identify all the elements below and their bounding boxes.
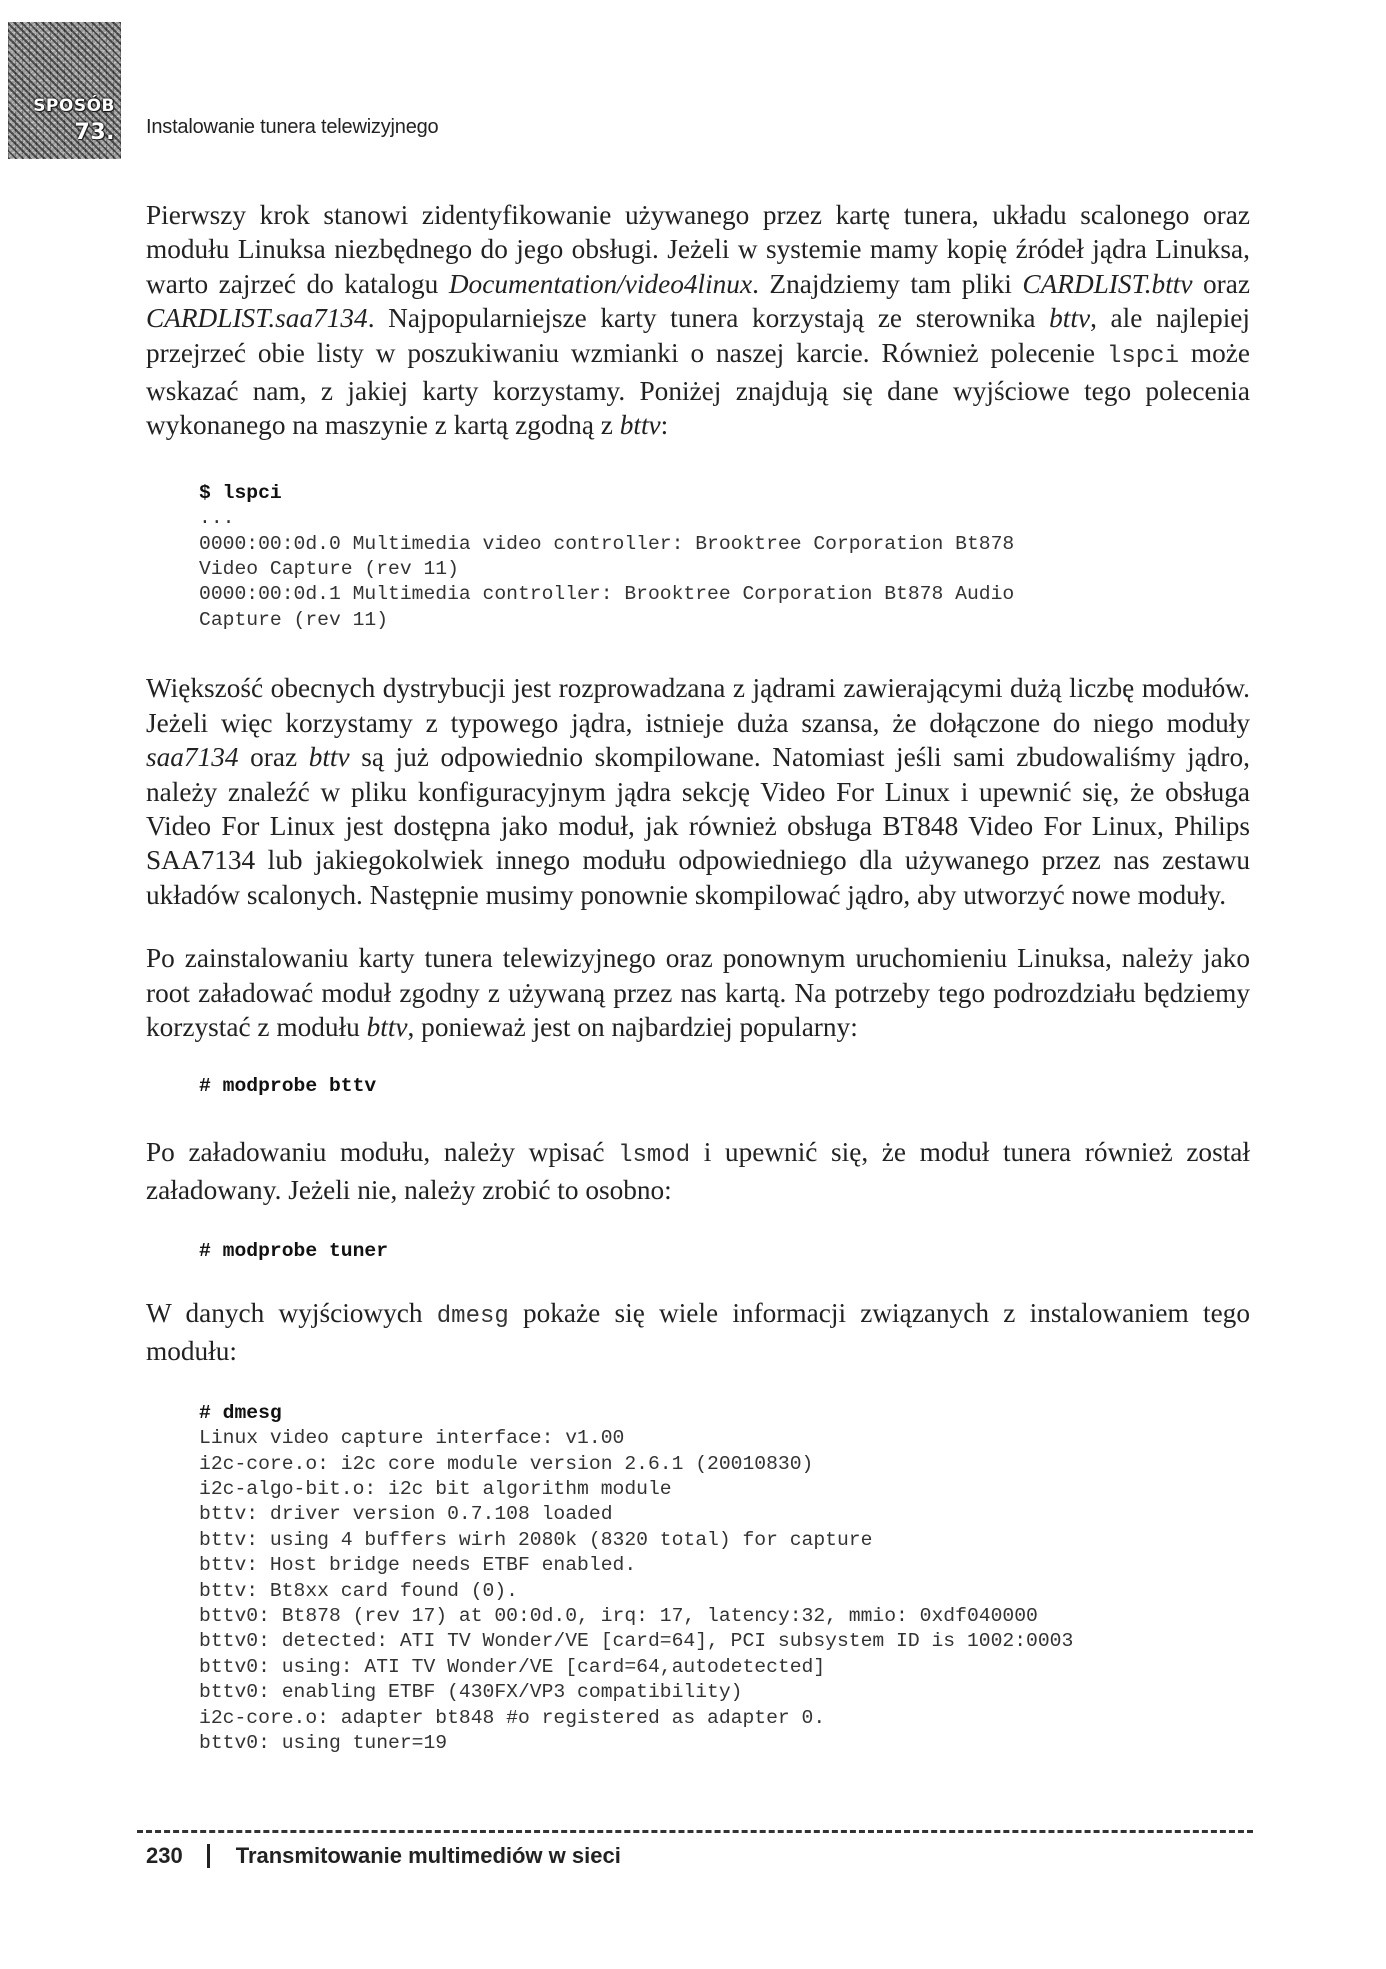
driver-name: bttv [1049,303,1091,334]
running-header-title: Instalowanie tunera telewizyjnego [146,116,439,138]
module-name: saa7134 [146,742,239,773]
inline-command: dmesg [436,1302,509,1330]
paragraph-card-identification: Pierwszy krok stanowi zidentyfikowanie używanego przez kartę tunera, układu scalonego oraz modułu Linuksa niezbędnego do jego obsługi. Jeżeli w systemie mamy kopię źródeł jądra Linuksa, warto zajrzeć do katalogu Documentation/video4linux. Znajdziemy tam pliki CARDLIST.bttv oraz CARDLIST.saa7134. Najpopularniejsze karty tunera korzystają ze sterownika bttv, ale najlepiej przejrzeć obie listy w poszukiwaniu wzmianki o naszej karcie. Również polecenie lspci może wskazać nam, z jakiej karty korzystamy. Poniżej znajdują się dane wyjściowe tego polecenia wykonanego na maszynie z kartą zgodną z bttv: [146,200,1251,441]
inline-command: lspci [1106,342,1179,370]
badge-label: SPOSÓB [33,96,115,116]
filename: CARDLIST.saa7134 [146,303,368,334]
paragraph-dmesg: W danych wyjściowych dmesg pokaże się wiele informacji związanych z instalowaniem tego modułu: [146,1297,1250,1367]
paragraph-kernel-modules: Większość obecnych dystrybucji jest rozprowadzana z jądrami zawierającymi dużą liczbę modułów. Jeżeli więc korzystamy z typowego jądra, istnieje duża szansa, że dołączone do niego moduły saa7134 oraz bttv są już odpowiednio skompilowane. Natomiast jeśli sami zbudowaliśmy jądro, należy znaleźć w pliku konfiguracyjnym jądra sekcję Video For Linux i upewnić się, że obsługa Video For Linux jest dostępna jako moduł, jak również obsługa BT848 Video For Linux, Philips SAA7134 lub jakiegokolwiek innego modułu odpowiedniego dla używanego przez nas zestawu układów scalonych. Następnie musimy ponownie skompilować jądro, aby utworzyć nowe moduły. [146,673,1250,910]
footer-divider [137,1830,1253,1833]
page-body [146,198,1250,1756]
code-output: ... 0000:00:0d.0 Multimedia video controller: Brooktree Corporation Bt878 Video Capture (rev 11) 0000:00:0d.1 Multimedia controller: Brooktree Corporation Bt878 Audio Capture (rev 11) [199,507,1015,631]
book-title: Transmitowanie multimediów w sieci [235,1843,621,1868]
code-command: # dmesg [199,1401,282,1424]
module-name: bttv [308,742,350,773]
filename: CARDLIST.bttv [1022,268,1193,299]
code-command: $ lspci [199,481,282,504]
page-footer [146,1843,621,1869]
footer-separator [207,1844,210,1868]
code-command: # modprobe bttv [199,1075,377,1098]
code-command: # modprobe tuner [199,1239,389,1262]
driver-name: bttv [619,410,661,441]
code-block-modprobe-bttv [146,1074,1250,1099]
page-number: 230 [146,1843,183,1868]
code-block-dmesg [146,1401,1250,1757]
code-block-lspci [146,481,1250,633]
badge-number: 73. [74,120,115,145]
code-block-modprobe-tuner [146,1239,1250,1264]
code-output: Linux video capture interface: v1.00 i2c-core.o: i2c core module version 2.6.1 (20010830) i2c-algo-bit.o: i2c bit algorithm module bttv: driver version 0.7.108 loaded bttv: using 4 buffers wirh 2080k (8320 total) for capture bttv: Host bridge needs ETBF enabled. bttv: Bt8xx card found (0). bttv0: Bt878 (rev 17) at 00:0d.0, irq: 17, latency:32, mmio: 0xdf040000 bttv0: detected: ATI TV Wonder/VE [card=64], PCI subsystem ID is 1002:0003 bttv0: using: ATI TV Wonder/VE [card=64,autodetected] bttv0: enabling ETBF (430FX/VP3 compatibility) i2c-core.o: adapter bt848 #o registered as adapter 0. bttv0: using tuner=19 [199,1427,1074,1755]
module-name: bttv [366,1011,408,1042]
paragraph-lsmod: Po załadowaniu modułu, należy wpisać lsmod i upewnić się, że moduł tunera również został załadowany. Jeżeli nie, należy zrobić to osobno: [146,1136,1250,1206]
sposob-badge [8,22,121,159]
paragraph-load-module: Po zainstalowaniu karty tunera telewizyjnego oraz ponownym uruchomieniu Linuksa, należy jako root załadować moduł zgodny z używaną przez nas kartą. Na potrzeby tego podrozdziału będziemy korzystać z modułu bttv, ponieważ jest on najbardziej popularny: [146,943,1250,1042]
directory-path: Documentation/video4linux [448,268,753,299]
inline-command: lsmod [618,1141,691,1169]
